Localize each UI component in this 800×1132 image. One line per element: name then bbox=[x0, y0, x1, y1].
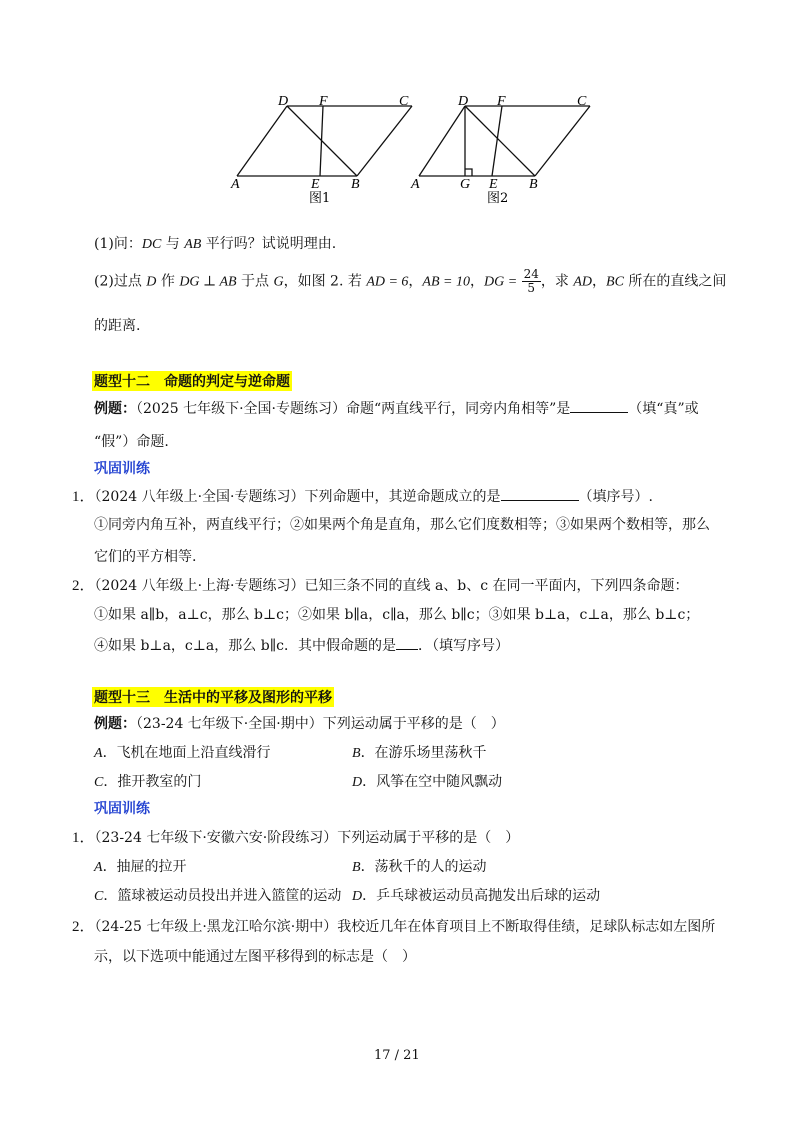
option-B[interactable]: B．荡秋千的人的运动 bbox=[352, 859, 487, 875]
section-12-practice-label: 巩固训练 bbox=[94, 461, 150, 477]
answer-blank[interactable] bbox=[570, 398, 628, 413]
page-number: 17 / 21 bbox=[374, 1048, 420, 1063]
option-A[interactable]: A．抽屉的拉开 bbox=[94, 859, 187, 875]
fraction: $\frac{24}{5}$ bbox=[523, 267, 539, 295]
label-D: D bbox=[278, 94, 289, 109]
label-E: E bbox=[489, 177, 498, 192]
label-C: C bbox=[577, 94, 587, 109]
figure-2-caption: 图2 bbox=[487, 191, 509, 206]
s13-item-2: 2．（24-25 七年级上·黑龙江哈尔滨·期中）我校近几年在体育项目上不断取得佳绩，足球队标志如左图所 bbox=[72, 919, 716, 935]
s12-item-2-line2: ①如果 a∥b，a⊥c，那么 b⊥c；②如果 b∥a，c∥a，那么 b∥c；③如果 b⊥a，c⊥a，那么 b⊥c； bbox=[94, 607, 700, 623]
option-C[interactable]: C．推开教室的门 bbox=[94, 774, 202, 790]
s12-item-1-line3: 它们的平方相等. bbox=[94, 549, 197, 565]
label-A: A bbox=[411, 177, 420, 192]
section-13-example: 例题：（23-24 七年级下·全国·期中）下列运动属于平移的是（ ） bbox=[94, 716, 505, 732]
section-13-title: 题型十三 生活中的平移及图形的平移 bbox=[92, 687, 334, 707]
figure-1 bbox=[225, 92, 425, 207]
s13-item-2-line2: 示，以下选项中能通过左图平移得到的标志是（ ） bbox=[94, 949, 416, 965]
option-A[interactable]: A．飞机在地面上沿直线滑行 bbox=[94, 745, 271, 761]
option-C[interactable]: C．篮球被运动员投出并进入篮筐的运动 bbox=[94, 888, 342, 904]
label-E: E bbox=[311, 177, 320, 192]
label-C: C bbox=[399, 94, 409, 109]
question-2-line2: 的距离. bbox=[94, 318, 141, 334]
label-A: A bbox=[231, 177, 240, 192]
section-12-example: 例题：（2025 七年级下·全国·专题练习）命题“两直线平行，同旁内角相等”是 （填“真”或 bbox=[94, 398, 699, 418]
label-G: G bbox=[460, 177, 471, 192]
label-B: B bbox=[529, 177, 538, 192]
s12-item-2-line3: ④如果 b⊥a，c⊥a，那么 b∥c．其中假命题的是 ．（填写序号） bbox=[94, 635, 509, 655]
label-D: D bbox=[458, 94, 469, 109]
figure-2 bbox=[405, 92, 605, 207]
question-1: (1)问：DC 与 AB 平行吗？试说明理由. bbox=[94, 236, 337, 252]
label-B: B bbox=[351, 177, 360, 192]
s12-item-2: 2．（2024 八年级上·上海·专题练习）已知三条不同的直线 a、b、c 在同一平面内，下列四条命题： bbox=[72, 578, 689, 594]
answer-blank[interactable] bbox=[501, 486, 579, 501]
answer-blank[interactable] bbox=[396, 635, 418, 650]
s13-item-1: 1．（23-24 七年级下·安徽六安·阶段练习）下列运动属于平移的是（ ） bbox=[72, 830, 520, 846]
s12-item-1-line2: ①同旁内角互补，两直线平行；②如果两个角是直角，那么它们度数相等；③如果两个数相等，那么 bbox=[94, 517, 710, 533]
label-F: F bbox=[319, 94, 328, 109]
label-F: F bbox=[497, 94, 506, 109]
section-12-example-line2: “假”）命题. bbox=[94, 434, 169, 450]
question-2: (2)过点 D 作 DG ⊥ AB 于点 G，如图 2. 若 AD = 6，AB = 10，DG = $\frac{24}{5}$ ，求 AD，BC 所在的直线之间 bbox=[94, 267, 727, 295]
s12-item-1: 1．（2024 八年级上·全国·专题练习）下列命题中，其逆命题成立的是 （填序号）. bbox=[72, 485, 653, 506]
option-B[interactable]: B．在游乐场里荡秋千 bbox=[352, 745, 487, 761]
section-13-practice-label: 巩固训练 bbox=[94, 801, 150, 817]
figure-1-caption: 图1 bbox=[309, 191, 331, 206]
section-12-title: 题型十二 命题的判定与逆命题 bbox=[92, 371, 292, 391]
option-D[interactable]: D．风筝在空中随风飘动 bbox=[352, 774, 503, 790]
option-D[interactable]: D．乒乓球被运动员高抛发出后球的运动 bbox=[352, 888, 601, 904]
